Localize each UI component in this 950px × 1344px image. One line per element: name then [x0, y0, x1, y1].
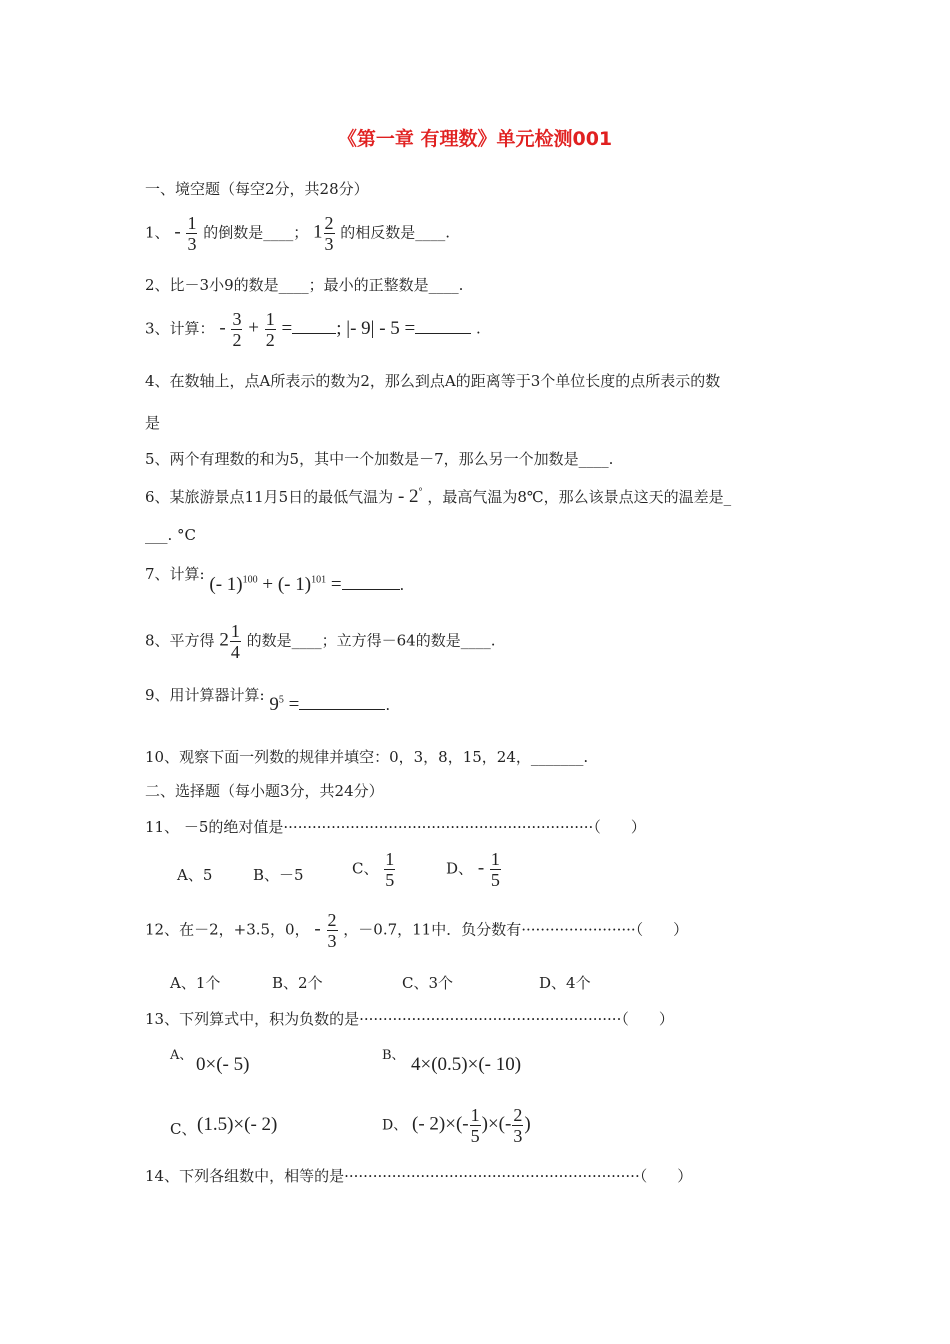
question-12 — [145, 911, 688, 950]
option-a-expr: 0×(- 5) — [196, 1054, 250, 1075]
question-3 — [145, 310, 481, 349]
fraction-2-3: $\frac{2}{3}$ — [324, 213, 334, 254]
fraction-1-5: $\frac{1}{5}$ — [385, 849, 395, 890]
option-d-label: D、 — [382, 1117, 408, 1134]
fraction-2-3: $\frac{2}{3}$ — [513, 1105, 523, 1146]
fraction-1-2: $\frac{1}{2}$ — [265, 309, 275, 350]
option-b: B、2个 — [272, 974, 323, 992]
option-b: B、－5 — [253, 866, 304, 884]
question-10: 10、观察下面一列数的规律并填空：0，3，8，15，24，_______. — [145, 748, 589, 766]
mixed-whole: 2 — [219, 629, 229, 651]
question-1 — [145, 214, 450, 253]
option-d-expr-mid: )×(- — [481, 1113, 512, 1135]
q1-text-b: 的相反数是____. — [340, 223, 451, 242]
q9-end: . — [385, 696, 391, 714]
option-d: D、4个 — [539, 974, 591, 992]
q3-expr-a: = ; — [281, 317, 342, 339]
q7-prefix: 7、计算: — [145, 565, 205, 583]
q8-prefix: 8、平方得 — [145, 631, 215, 650]
q6-text-b: ，最高气温为8℃，那么该景点这天的温差是_ — [427, 488, 732, 506]
question-6-continued: ___. °C — [145, 526, 197, 544]
q9-expr: $9^5$ = — [269, 694, 385, 715]
q7-end: . — [399, 576, 405, 594]
option-c-expr: (1.5)×(- 2) — [197, 1114, 278, 1135]
option-d — [382, 1106, 531, 1145]
option-d — [446, 850, 502, 889]
question-7 — [145, 563, 405, 595]
minus-sign: - — [219, 317, 226, 339]
option-c-label: C、 — [352, 859, 379, 878]
fraction-1-5: $\frac{1}{5}$ — [490, 849, 500, 890]
question-14: 14、下列各组数中，相等的是······························································（ ） — [145, 1167, 693, 1185]
question-8 — [145, 622, 495, 661]
question-13: 13、下列算式中，积为负数的是·······················································（ ） — [145, 1010, 674, 1028]
q3-expr-b: |- 9| - 5 = — [346, 318, 471, 339]
q9-prefix: 9、用计算器计算: — [145, 686, 265, 704]
option-a: A、1个 — [170, 974, 221, 992]
option-d-expr: (- 2)×(- — [412, 1113, 469, 1135]
section-heading-fill-blank: 一、境空题（每空2分，共28分） — [145, 180, 369, 198]
q3-prefix: 3、计算： — [145, 319, 215, 338]
fraction-3-2: $\frac{3}{2}$ — [232, 309, 242, 350]
option-a: A、5 — [177, 866, 213, 884]
option-d-label: D、 — [446, 859, 474, 878]
q1-text-a: 的倒数是____； — [203, 223, 309, 242]
fraction-1-3: $\frac{1}{3}$ — [187, 213, 197, 254]
fraction-1-5: $\frac{1}{5}$ — [470, 1105, 480, 1146]
minus-sign: - — [477, 857, 485, 879]
question-4: 4、在数轴上，点A所表示的数为2，那么到点A的距离等于3个单位长度的点所表示的数 — [145, 372, 721, 390]
question-2: 2、比－3小9的数是____；最小的正整数是____. — [145, 276, 464, 294]
q12-text-b: ，－0.7，11中．负分数有························（ ） — [343, 920, 689, 939]
q7-expr: (- 1)$^{100}$ + (- 1)$^{101}$ = — [209, 574, 399, 595]
question-6 — [145, 486, 731, 508]
option-c: C、3个 — [402, 974, 454, 992]
q1-number: 1、 — [145, 223, 170, 242]
option-c — [352, 850, 396, 889]
question-9 — [145, 684, 391, 715]
minus-sign: - — [174, 221, 181, 243]
option-c-label: C、 — [170, 1120, 197, 1138]
q3-end: . — [476, 319, 481, 338]
q6-text-a: 6、某旅游景点11月5日的最低气温为 — [145, 488, 394, 506]
question-5: 5、两个有理数的和为5，其中一个加数是－7，那么另一个加数是____. — [145, 450, 614, 468]
q6-temp: - 2° — [397, 486, 423, 507]
page-title: 《第一章 有理数》单元检测001 — [337, 128, 613, 150]
option-d-expr-end: ) — [524, 1113, 531, 1135]
q12-text-a: 12、在－2，+3.5，0， — [145, 920, 310, 939]
fraction-1-4: $\frac{1}{4}$ — [230, 621, 240, 662]
option-a-label: A、 — [170, 1048, 193, 1063]
fraction-2-3: $\frac{2}{3}$ — [327, 910, 337, 951]
question-11: 11、 －5的绝对值是·································································（ ） — [145, 818, 646, 836]
option-b-expr: 4×(0.5)×(- 10) — [411, 1054, 522, 1075]
plus-sign: + — [248, 317, 259, 339]
question-4-continued: 是 — [145, 414, 161, 432]
minus-sign: - — [314, 918, 321, 940]
q8-text: 的数是____；立方得－64的数是____. — [246, 631, 496, 650]
mixed-whole: 1 — [313, 221, 323, 243]
option-b-label: B、 — [382, 1048, 405, 1063]
section-heading-choice: 二、选择题（每小题3分，共24分） — [145, 782, 384, 800]
